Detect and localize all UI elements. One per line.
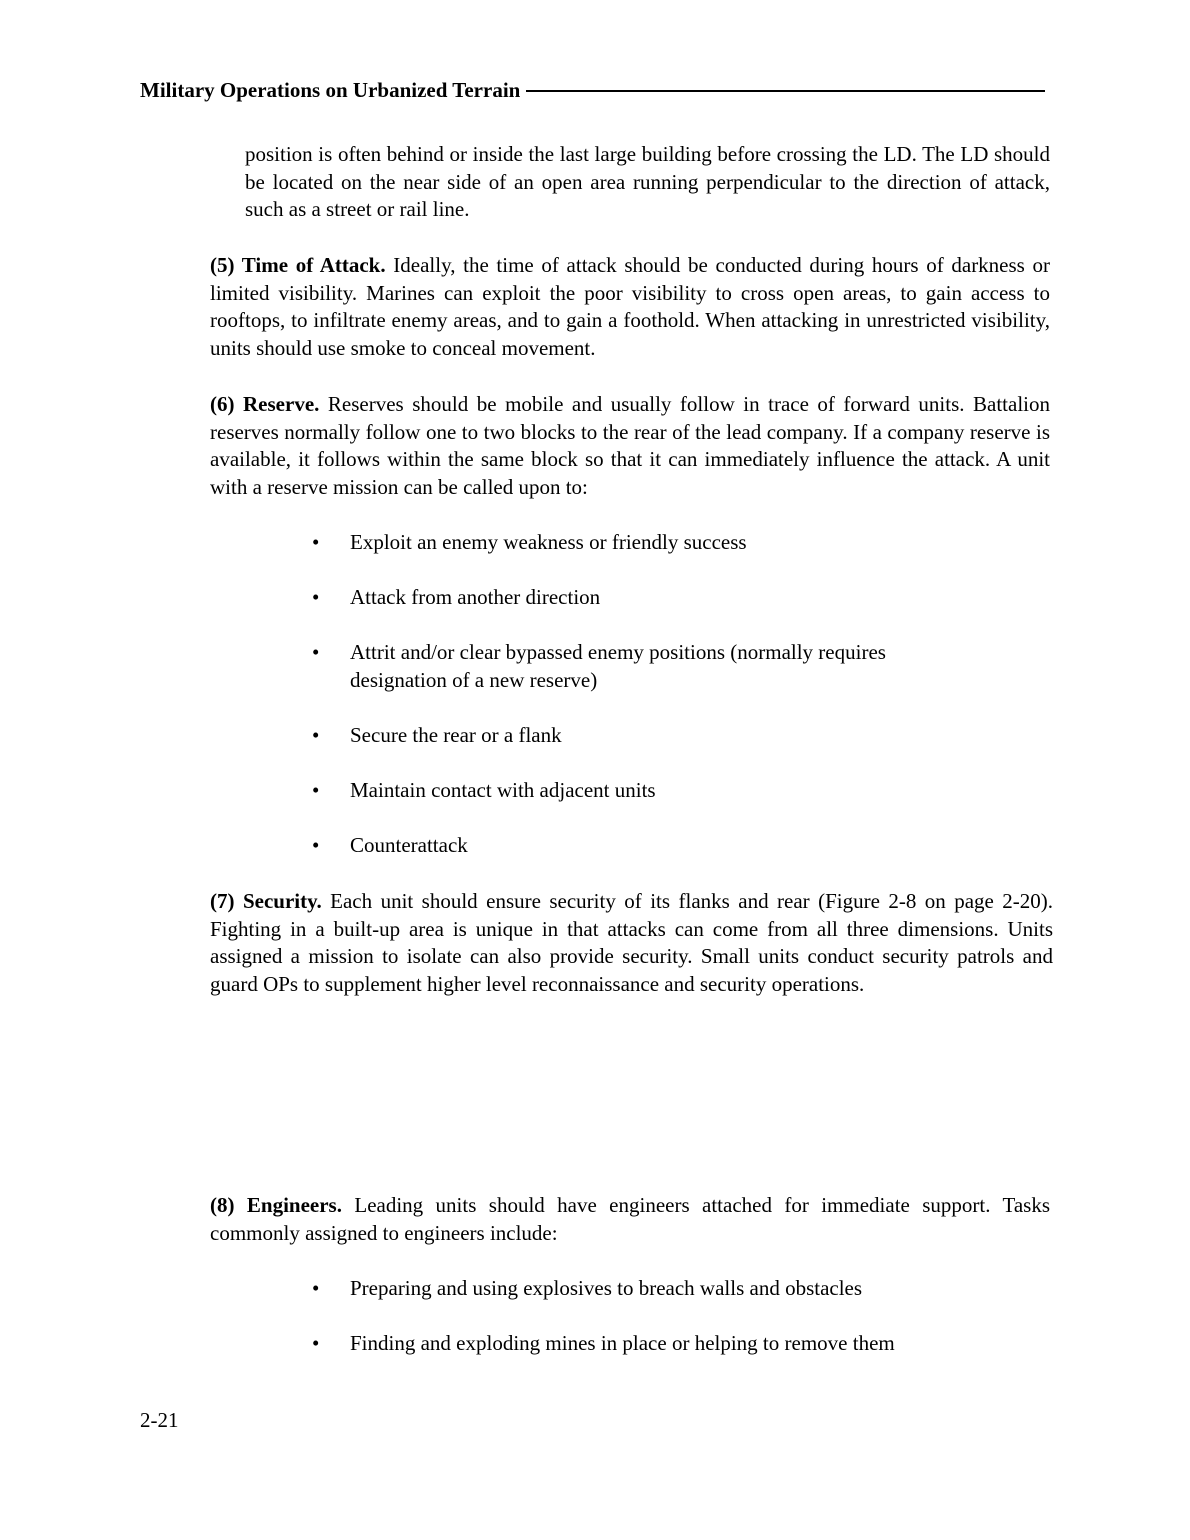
time-of-attack-heading: (5) Time of Attack. (210, 253, 386, 277)
engineers-heading: (8) Engineers. (210, 1193, 342, 1217)
time-of-attack-text: Ideally, the time of attack should be conducted during hours of darkness or limited visibility. Marines can exploit the poor visibility to cross open areas, to gain access to rooftops, to infiltrate enemy areas, and to gain a foothold. When attacking in unrestricted visibility, units should use smoke to conceal movement. (210, 253, 1050, 361)
header-rule (526, 90, 1045, 92)
security-heading: (7) Security. (210, 889, 322, 913)
list-item: • Attrit and/or clear bypassed enemy positions (normally requires designation of a new reserve) (312, 639, 912, 694)
time-of-attack-paragraph (210, 252, 1050, 363)
bullet-icon: • (312, 833, 320, 857)
list-item: • Secure the rear or a flank (312, 722, 1012, 750)
bullet-icon: • (312, 640, 320, 664)
page-number: 2-21 (140, 1408, 179, 1432)
bullet-icon: • (312, 1331, 320, 1355)
list-item: • Exploit an enemy weakness or friendly success (312, 529, 1012, 557)
reserve-text: Reserves should be mobile and usually follow in trace of forward units. Battalion reserves normally follow one to two blocks to the rear of the lead company. If a company reserve is available, it follows within the same block so that it can immediately influence the attack. A unit with a reserve mission can be called upon to: (210, 392, 1050, 500)
bullet-icon: • (312, 723, 320, 747)
reserve-paragraph (210, 391, 1050, 502)
bullet-icon: • (312, 585, 320, 609)
list-item: • Attack from another direction (312, 584, 1012, 612)
continued-paragraph: position is often behind or inside the last large building before crossing the LD. The LD should be located on the near side of an open area running perpendicular to the direction of attack, such as a street or rail line. (245, 142, 1050, 222)
security-paragraph (210, 888, 1053, 999)
page-header (140, 78, 1045, 103)
list-item: • Counterattack (312, 832, 1012, 860)
reserve-heading: (6) Reserve. (210, 392, 320, 416)
list-item: • Finding and exploding mines in place or helping to remove them (312, 1330, 1012, 1358)
security-text: Each unit should ensure security of its flanks and rear (Figure 2-8 on page 2-20). Fighting in a built-up area is unique in that attacks can come from all three dimensions. Units assigned a mission to isolate can also provide security. Small units conduct security patrols and guard OPs to supplement higher level reconnaissance and security operations. (210, 889, 1054, 997)
list-item: • Maintain contact with adjacent units (312, 777, 1012, 805)
bullet-icon: • (312, 778, 320, 802)
bullet-icon: • (312, 530, 320, 554)
engineers-text: Leading units should have engineers attached for immediate support. Tasks commonly assigned to engineers include: (210, 1193, 1051, 1245)
list-item: • Preparing and using explosives to breach walls and obstacles (312, 1275, 1012, 1303)
bullet-icon: • (312, 1276, 320, 1300)
page-header-title: Military Operations on Urbanized Terrain (140, 78, 521, 102)
engineers-paragraph (210, 1192, 1050, 1247)
